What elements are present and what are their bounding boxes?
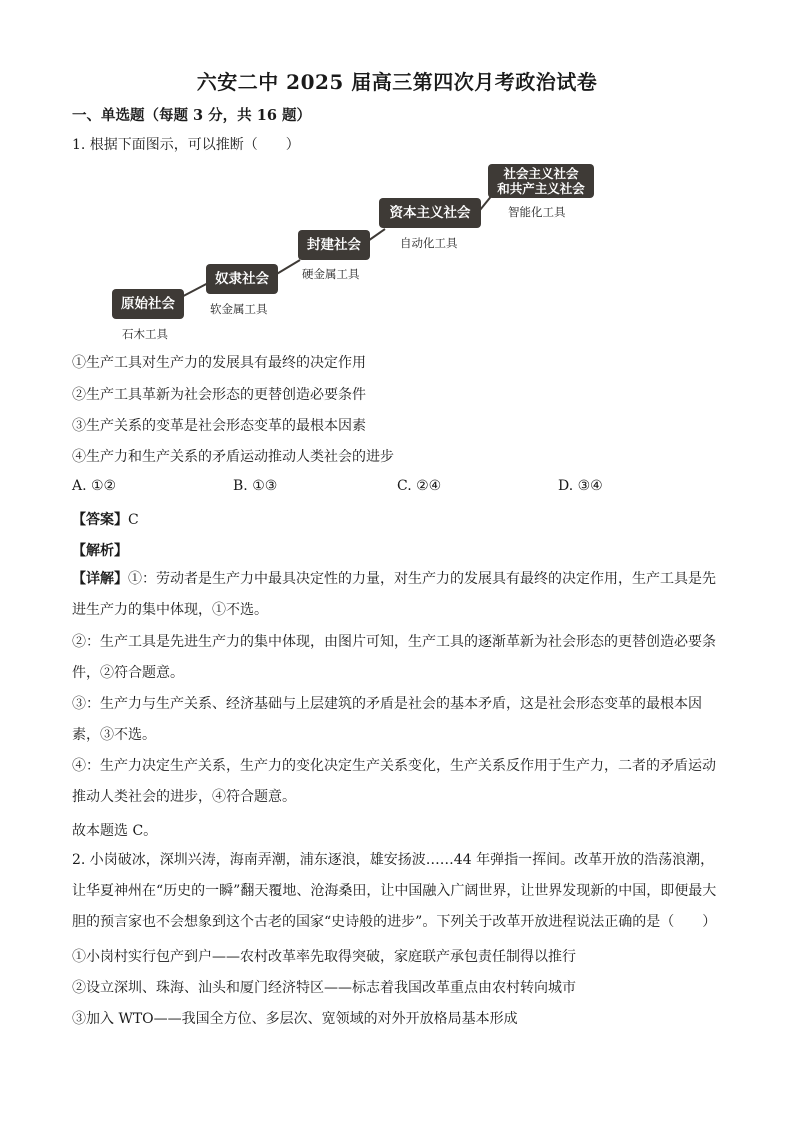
stage-capitalist-society: 资本主义社会 (379, 198, 481, 228)
tool-soft-metal: 软金属工具 (210, 302, 268, 316)
detail-paragraph-2: ②：生产工具是先进生产力的集中体现，由图片可知，生产工具的逐渐革新为社会形态的更替创造必要条件，②符合题意。 (72, 634, 716, 681)
tool-hard-metal: 硬金属工具 (302, 267, 360, 281)
social-forms-diagram (100, 160, 620, 350)
stage-primitive-society: 原始社会 (112, 289, 184, 319)
analysis-label: 【解析】 (72, 543, 128, 559)
stage-socialist-communist-society (488, 164, 594, 198)
stage-socialist-line: 社会主义社会 (503, 166, 579, 181)
stage-slave-society: 奴隶社会 (206, 264, 278, 294)
q2-statement-1: ①小岗村实行包产到户——农村改革率先取得突破，家庭联产承包责任制得以推行 (72, 949, 576, 965)
question-1-stem: 1. 根据下面图示，可以推断（ ） (72, 137, 300, 153)
q1-statement-4: ④生产力和生产关系的矛盾运动推动人类社会的进步 (72, 449, 394, 465)
detail-text-1: ①：劳动者是生产力中最具决定性的力量，对生产力的发展具有最终的决定作用，生产工具是先进生产力的集中体现，①不选。 (72, 571, 716, 618)
question-2-stem: 2. 小岗破冰，深圳兴涛，海南弄潮，浦东逐浪，雄安扬波……44 年弹指一挥间。改革开放的浩荡浪潮，让华夏神州在“历史的一瞬”翻天覆地、沧海桑田，让中国融入广阔世界，让世界发现新的中国，即便最大胆的预言家也不会想象到这个古老的国家“史诗般的进步”。下列关于改革开放进程说法正确的是（ ） (72, 852, 717, 930)
detail-paragraph-1 (72, 564, 722, 626)
q1-statement-3: ③生产关系的变革是社会形态变革的最根本因素 (72, 418, 366, 434)
option-d[interactable]: D. ③④ (558, 478, 603, 494)
option-b[interactable]: B. ①③ (233, 478, 278, 494)
detail-paragraph-4: ④：生产力决定生产关系，生产力的变化决定生产关系变化，生产关系反作用于生产力，二者的矛盾运动推动人类社会的进步，④符合题意。 (72, 758, 716, 805)
q1-statement-1: ①生产工具对生产力的发展具有最终的决定作用 (72, 355, 366, 371)
analysis-line (72, 540, 128, 560)
q2-statement-3: ③加入 WTO——我国全方位、多层次、宽领域的对外开放格局基本形成 (72, 1011, 518, 1027)
option-a[interactable]: A. ①② (72, 478, 117, 494)
tool-intelligent: 智能化工具 (508, 205, 566, 219)
answer-line (72, 509, 139, 529)
q2-statement-2: ②设立深圳、珠海、汕头和厦门经济特区——标志着我国改革重点由农村转向城市 (72, 980, 576, 996)
page-title: 六安二中 2025 届高三第四次月考政治试卷 (196, 70, 598, 94)
detail-label: 【详解】 (72, 571, 128, 587)
option-c[interactable]: C. ②④ (397, 478, 442, 494)
tool-automated: 自动化工具 (400, 236, 458, 250)
q1-options (72, 478, 722, 498)
answer-label: 【答案】 (72, 512, 128, 528)
answer-value: C (128, 512, 139, 528)
detail-paragraph-3: ③：生产力与生产关系、经济基础与上层建筑的矛盾是社会的基本矛盾，这是社会形态变革的最根本因素，③不选。 (72, 696, 702, 743)
stage-feudal-society: 封建社会 (298, 230, 370, 260)
q1-statement-2: ②生产工具革新为社会形态的更替创造必要条件 (72, 387, 366, 403)
section-heading: 一、单选题（每题 3 分，共 16 题） (72, 107, 311, 124)
tool-stone-wood: 石木工具 (122, 327, 168, 341)
q1-conclusion: 故本题选 C。 (72, 823, 158, 839)
stage-communist-line: 和共产主义社会 (497, 181, 585, 196)
